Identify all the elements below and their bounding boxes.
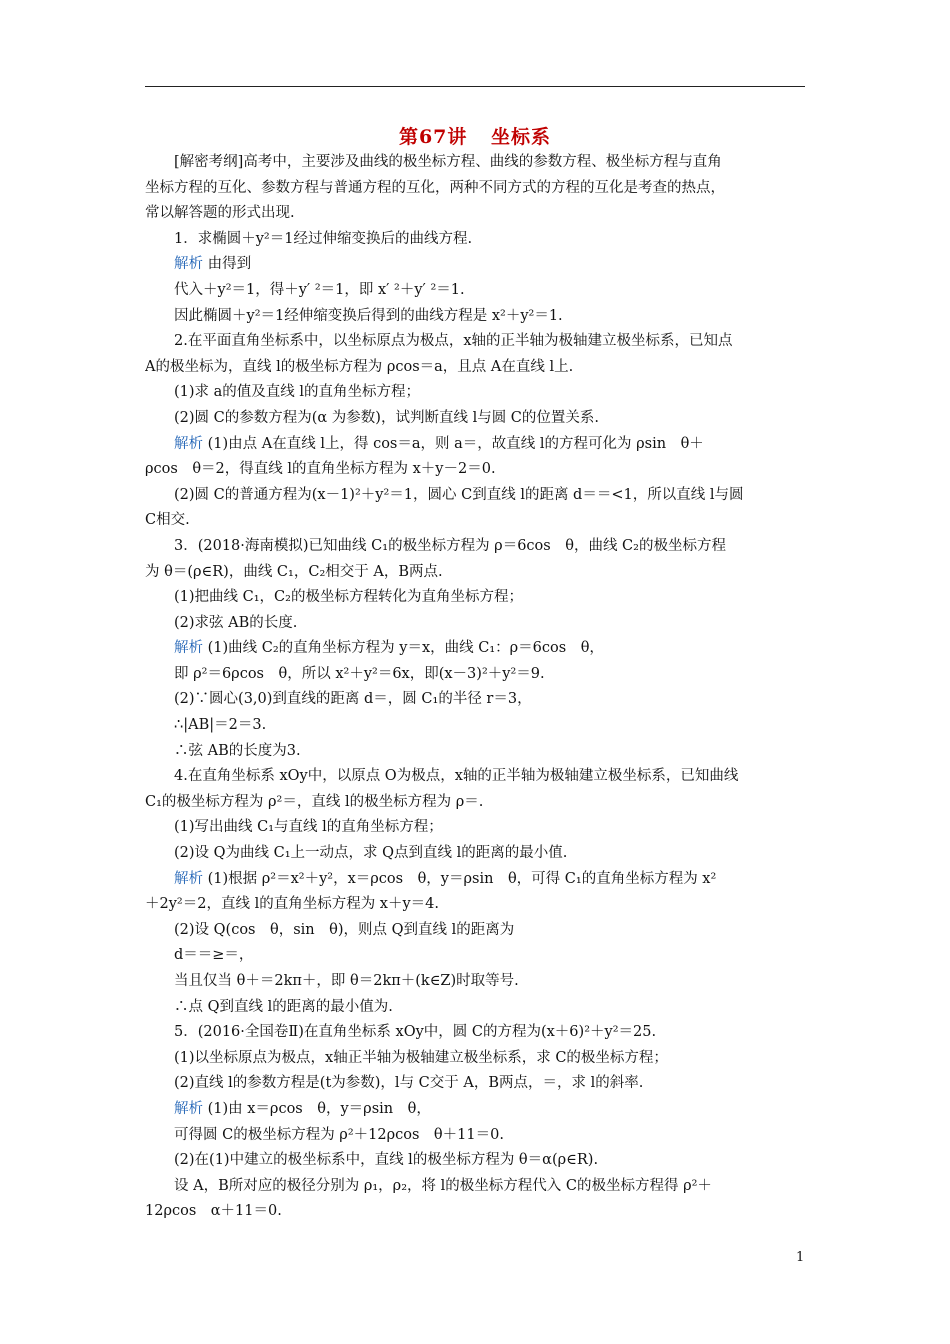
line-text: 坐标方程的互化、参数方程与普通方程的互化，两种不同方式的方程的互化是考查的热点， [145,179,725,196]
text-line [145,227,807,253]
line-text: C相交. [145,512,190,529]
text-line [145,662,807,688]
text-line [145,329,807,355]
text-line [145,1123,807,1149]
text-line [145,969,807,995]
text-line [145,304,807,330]
line-text: (1)曲线 C₂的直角坐标方程为 y＝x，曲线 C₁：ρ＝6cos θ， [203,640,604,657]
document-body [145,150,807,1225]
lecture-number: 第67讲 [398,126,468,148]
text-line [145,892,807,918]
line-text: (1)写出曲线 C₁与直线 l的直角坐标方程； [174,819,443,836]
text-line [145,457,807,483]
line-text: 设 A，B所对应的极径分别为 ρ₁，ρ₂，将 l的极坐标方程代入 C的极坐标方程得 ρ²＋ [174,1177,712,1194]
text-line [145,176,807,202]
text-line [145,713,807,739]
text-line [145,739,807,765]
line-text: 常以解答题的形式出现. [145,205,295,222]
line-text: (1)根据 ρ²＝x²＋y²，x＝ρcos θ，y＝ρsin θ，可得 C₁的直角坐标方程为 x² [203,870,717,887]
line-text: (2)圆 C的普通方程为(x－1)²＋y²＝1，圆心 C到直线 l的距离 d＝＝<1，所以直线 l与圆 [174,486,744,503]
text-line [145,508,807,534]
line-text: 为 θ＝(ρ∈R)，曲线 C₁，C₂相交于 A，B两点. [145,563,443,580]
line-text: 1．求椭圆＋y²＝1经过伸缩变换后的曲线方程. [174,230,473,247]
line-text: d＝＝≥＝， [174,947,254,964]
line-text: 代入＋y²＝1，得＋y′ ²＝1，即 x′ ²＋y′ ²＝1. [174,281,465,298]
line-text: 2.在平面直角坐标系中，以坐标原点为极点，x轴的正半轴为极轴建立极坐标系，已知点 [174,333,733,350]
line-text: (2)∵圆心(3,0)到直线的距离 d＝，圆 C₁的半径 r＝3， [174,691,532,708]
line-text: 当且仅当 θ＋＝2kπ＋，即 θ＝2kπ＋(k∈Z)时取等号. [174,973,519,989]
solution-tag: 解析 [174,640,203,657]
page-number: 1 [796,1250,805,1265]
line-text: A的极坐标为，直线 l的极坐标方程为 ρcos＝a，且点 A在直线 l上. [145,358,574,375]
line-text: 4.在直角坐标系 xOy中，以原点 O为极点，x轴的正半轴为极轴建立极坐标系，已知曲线 [174,768,739,785]
line-text: [解密考纲]高考中，主要涉及曲线的极坐标方程、曲线的参数方程、极坐标方程与直角 [174,154,722,170]
text-line [145,483,807,509]
text-line [145,867,807,893]
line-text: (2)在(1)中建立的极坐标系中，直线 l的极坐标方程为 θ＝α(ρ∈R). [174,1152,599,1169]
header-rule [145,86,805,87]
text-line [145,432,807,458]
text-line [145,815,807,841]
line-text: C₁的极坐标方程为 ρ²＝，直线 l的极坐标方程为 ρ＝. [145,793,484,810]
text-line [145,918,807,944]
text-line [145,943,807,969]
text-line [145,1046,807,1072]
text-line [145,636,807,662]
line-text: ＋2y²＝2，直线 l的直角坐标方程为 x＋y＝4. [145,896,440,913]
line-text: (2)直线 l的参数方程是(t为参数)，l与 C交于 A，B两点，＝，求 l的斜率. [174,1075,644,1092]
line-text: 因此椭圆＋y²＝1经伸缩变换后得到的曲线方程是 x²＋y²＝1. [174,307,563,324]
line-text: (2)设 Q为曲线 C₁上一动点，求 Q点到直线 l的距离的最小值. [174,845,568,862]
text-line [145,585,807,611]
line-text: 3．(2018·海南模拟)已知曲线 C₁的极坐标方程为 ρ＝6cos θ，曲线 C₂的极坐标方程 [174,537,726,554]
line-text: 可得圆 C的极坐标方程为 ρ²＋12ρcos θ＋11＝0. [174,1126,504,1143]
text-line [145,252,807,278]
lecture-topic: 坐标系 [491,126,552,148]
line-text: (1)由点 A在直线 l上，得 cos＝a，则 a＝，故直线 l的方程可化为 ρsin θ＋ [203,435,704,452]
text-line [145,201,807,227]
page-title [0,122,950,149]
text-line [145,1174,807,1200]
text-line [145,687,807,713]
text-line [145,380,807,406]
line-text: (1)由 x＝ρcos θ，y＝ρsin θ， [203,1100,431,1117]
line-text: 即 ρ²＝6ρcos θ，所以 x²＋y²＝6x，即(x－3)²＋y²＝9. [174,665,545,682]
line-text: 12ρcos α＋11＝0. [145,1203,282,1220]
text-line [145,764,807,790]
line-text: ∴点 Q到直线 l的距离的最小值为. [174,998,393,1015]
line-text: ∴|AB|＝2＝3. [174,717,267,734]
text-line [145,1020,807,1046]
text-line [145,560,807,586]
text-line [145,150,807,176]
line-text: 5．(2016·全国卷Ⅱ)在直角坐标系 xOy中，圆 C的方程为(x＋6)²＋y²＝25. [174,1024,657,1041]
solution-tag: 解析 [174,870,203,887]
line-text: (1)以坐标原点为极点，x轴正半轴为极轴建立极坐标系，求 C的极坐标方程； [174,1049,668,1066]
line-text: ρcos θ＝2，得直线 l的直角坐标方程为 x＋y－2＝0. [145,461,496,478]
text-line [145,1199,807,1225]
line-text: (2)圆 C的参数方程为(α 为参数)，试判断直线 l与圆 C的位置关系. [174,409,600,426]
line-text: 由得到 [203,256,252,273]
line-text: (1)求 a的值及直线 l的直角坐标方程； [174,384,421,401]
text-line [145,790,807,816]
text-line [145,1097,807,1123]
line-text: (2)求弦 AB的长度. [174,614,298,631]
text-line [145,841,807,867]
text-line [145,1148,807,1174]
text-line [145,611,807,637]
text-line [145,534,807,560]
text-line [145,995,807,1021]
line-text: (1)把曲线 C₁，C₂的极坐标方程转化为直角坐标方程； [174,589,523,606]
solution-tag: 解析 [174,435,203,452]
line-text: ∴弦 AB的长度为3. [174,742,301,759]
text-line [145,278,807,304]
solution-tag: 解析 [174,1100,203,1117]
text-line [145,355,807,381]
text-line [145,1071,807,1097]
solution-tag: 解析 [174,256,203,273]
line-text: (2)设 Q(cos θ，sin θ)，则点 Q到直线 l的距离为 [174,921,515,938]
text-line [145,406,807,432]
